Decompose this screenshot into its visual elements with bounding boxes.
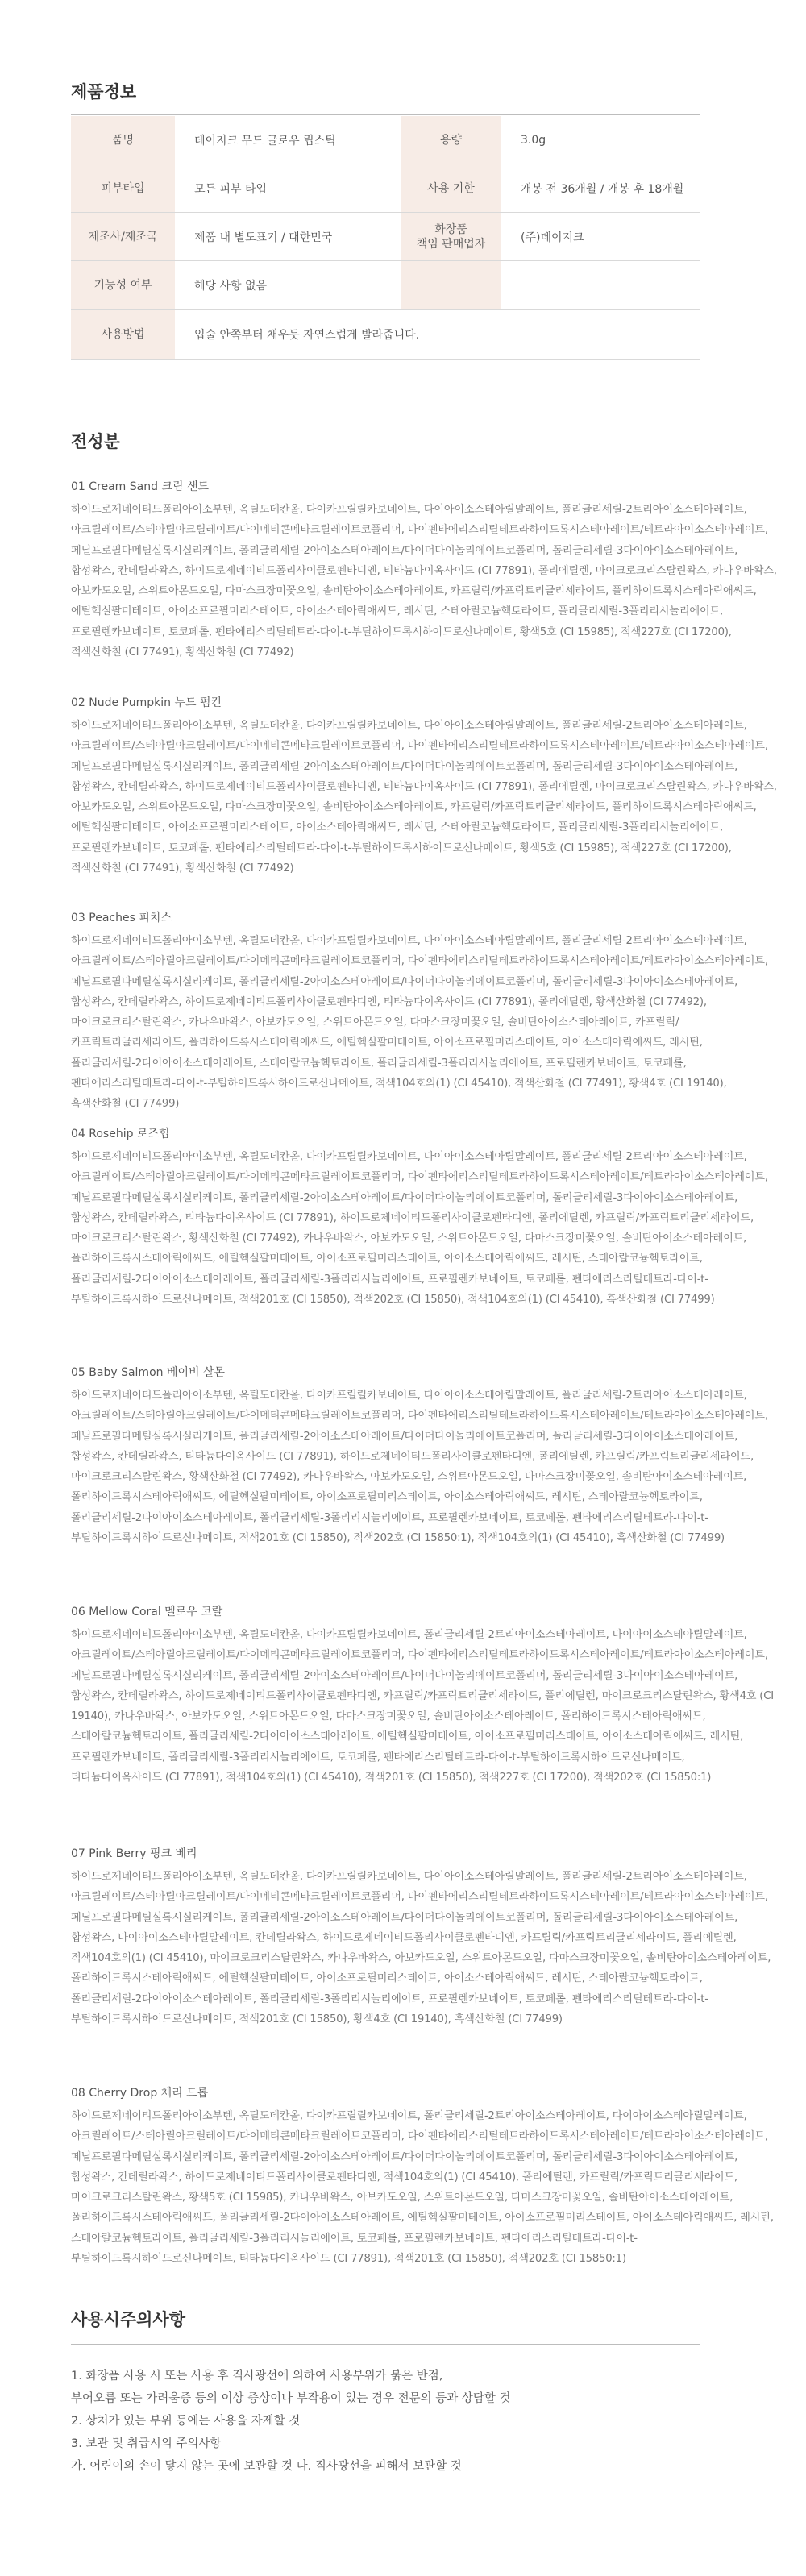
info-label: 사용 기한: [401, 164, 501, 213]
ingredient-name: 01 Cream Sand 크림 샌드: [71, 480, 209, 493]
ingredient-name: 07 Pink Berry 핑크 베리: [71, 1847, 197, 1860]
info-label: 용량: [401, 116, 501, 164]
info-value: 입술 안쪽부터 채우듯 자연스럽게 발라줍니다.: [175, 310, 700, 360]
ingredient-name: 02 Nude Pumpkin 누드 펌킨: [71, 696, 222, 709]
info-value: 데이지크 무드 글로우 립스틱: [175, 116, 401, 164]
ingredient-block: [71, 1846, 780, 2030]
ingredient-block: [71, 910, 780, 1115]
info-value: 모든 피부 타입: [175, 164, 401, 213]
caution-line: 2. 상처가 있는 부위 등에는 사용을 자제할 것: [71, 2415, 301, 2428]
ingredient-name: 04 Rosehip 로즈힙: [71, 1128, 170, 1141]
info-row: [71, 116, 700, 164]
info-value: [501, 261, 700, 310]
info-value: (주)데이지크: [501, 213, 700, 261]
info-label: 기능성 여부: [71, 261, 175, 310]
caution-line: 3. 보관 및 취급시의 주의사항: [71, 2437, 222, 2450]
ingredient-list: 하이드로제네이티드폴리아이소부텐, 옥틸도데칸올, 다이카프릴릴카보네이트, 폴리글리세릴-2트리아이소스테아레이트, 다이아이소스테아릴말레이트, 아크릴레이트/스테아릴아크릴레이트/다이메티콘메타크릴레이트코폴리머, 다이펜타에리스리틸테트라하이드록시스테아레이트/테트라아이소스테아레이트, 페닐프로필다메틸실록시실리케이트, 폴리글리세릴-2아이소스테아레이트/다이머다이놀리에이트코폴리머, 폴리글리세릴-3다이아이소스테아레이트, 합성왁스, 칸데릴라왁스, 하이드로제네이티드폴리사이클로펜타디엔, 카프릴릭/카프릭트리글리세라이드, 폴리에틸렌, 마이크로크리스탈린왁스, 황색4호 (CI 19140), 카나우바왁스, 아보카도오일, 스위트아몬드오일, 다마스크장미꽃오일, 솔비탄아이소스테아레이트, 폴리하이드록시스테아릭애씨드, 스테아랄코늄헥토라이트, 폴리글리세릴-2다이아이소스테아레이트, 에틸헥실팔미테이트, 아이소프로필미리스테이트, 아이소스테아릭애씨드, 레시틴, 프로필렌카보네이트, 폴리글리세릴-3폴리리시놀리에이트, 토코페롤, 펜타에리스리틸테트라-다이-t-부틸하이드록시하이드로신나메이트, 티타늄다이옥사이드 (CI 77891), 적색104호의(1) (CI 45410), 적색201호 (CI 15850), 적색227호 (CI 17200), 적색202호 (CI 15850:1): [71, 1629, 774, 1785]
info-row: [71, 164, 700, 213]
cautions-title: 사용시주의사항: [71, 2310, 186, 2329]
caution-line: 가. 어린이의 손이 닿지 않는 곳에 보관할 것 나. 직사광선을 피해서 보관할 것: [71, 2460, 462, 2473]
ingredient-name: 05 Baby Salmon 베이비 살몬: [71, 1366, 226, 1379]
ingredient-list: 하이드로제네이티드폴리아이소부텐, 옥틸도데칸올, 다이카프릴릴카보네이트, 다이아이소스테아릴말레이트, 폴리글리세릴-2트리아이소스테아레이트, 아크릴레이트/스테아릴아크릴레이트/다이메티콘메타크릴레이트코폴리머, 다이펜타에리스리틸테트라하이드록시스테아레이트/테트라아이소스테아레이트, 페닐프로필다메틸실록시실리케이트, 폴리글리세릴-2아이소스테아레이트/다이머다이놀리에이트코폴리머, 폴리글리세릴-3다이아이소스테아레이트, 합성왁스, 칸데릴라왁스, 티타늄다이옥사이드 (CI 77891), 하이드로제네이티드폴리사이클로펜타디엔, 폴리에틸렌, 카프릴릭/카프릭트리글리세라이드, 마이크로크리스탈린왁스, 황색산화철 (CI 77492), 카나우바왁스, 아보카도오일, 스위트아몬드오일, 다마스크장미꽃오일, 솔비탄아이소스테아레이트, 폴리하이드록시스테아릭애씨드, 에틸헥실팔미테이트, 아이소프로필미리스테이트, 아이소스테아릭애씨드, 레시틴, 스테아랄코늄헥토라이트, 폴리글리세릴-2다이아이소스테아레이트, 폴리글리세릴-3폴리리시놀리에이트, 프로필렌카보네이트, 토코페롤, 펜타에리스리틸테트라-다이-t-부틸하이드록시하이드로신나메이트, 적색201호 (CI 15850), 적색202호 (CI 15850:1), 적색104호의(1) (CI 45410), 흑색산화철 (CI 77499): [71, 1390, 768, 1545]
info-label: [401, 261, 501, 310]
info-value: 3.0g: [501, 116, 700, 164]
info-row: [71, 213, 700, 261]
ingredient-block: [71, 1126, 780, 1310]
product-info-rule: [71, 114, 700, 115]
product-info-title: 제품정보: [71, 82, 137, 102]
ingredient-block: [71, 1604, 780, 1788]
ingredient-list: 하이드로제네이티드폴리아이소부텐, 옥틸도데칸올, 다이카프릴릴카보네이트, 다이아이소스테아릴말레이트, 폴리글리세릴-2트리아이소스테아레이트, 아크릴레이트/스테아릴아크릴레이트/다이메티콘메타크릴레이트코폴리머, 다이펜타에리스리틸테트라하이드록시스테아레이트/테트라아이소스테아레이트, 페닐프로필다메틸실록시실리케이트, 폴리글리세릴-2아이소스테아레이트/다이머다이놀리에이트코폴리머, 폴리글리세릴-3다이아이소스테아레이트, 합성왁스, 칸데릴라왁스, 하이드로제네이티드폴리사이클로펜타디엔, 티타늄다이옥사이드 (CI 77891), 폴리에틸렌, 마이크로크리스탈린왁스, 카나우바왁스, 아보카도오일, 스위트아몬드오일, 다마스크장미꽃오일, 솔비탄아이소스테아레이트, 카프릴릭/카프릭트리글리세라이드, 폴리하이드록시스테아릭애씨드, 에틸헥실팔미테이트, 아이소프로필미리스테이트, 아이소스테아릭애씨드, 레시틴, 스테아랄코늄헥토라이트, 폴리글리세릴-3폴리리시놀리에이트, 프로필렌카보네이트, 토코페롤, 펜타에리스리틸테트라-다이-t-부틸하이드록시하이드로신나메이트, 황색5호 (CI 15985), 적색227호 (CI 17200), 적색산화철 (CI 77491), 황색산화철 (CI 77492): [71, 720, 777, 875]
info-label: 품명: [71, 116, 175, 164]
ingredient-block: [71, 1365, 780, 1548]
ingredients-title: 전성분: [71, 432, 120, 451]
info-row: [71, 261, 700, 310]
ingredient-list: 하이드로제네이티드폴리아이소부텐, 옥틸도데칸올, 다이카프릴릴카보네이트, 폴리글리세릴-2트리아이소스테아레이트, 다이아이소스테아릴말레이트, 아크릴레이트/스테아릴아크릴레이트/다이메티콘메타크릴레이트코폴리머, 다이펜타에리스리틸테트라하이드록시스테아레이트/테트라아이소스테아레이트, 페닐프로필다메틸실록시실리케이트, 폴리글리세릴-2아이소스테아레이트/다이머다이놀리에이트코폴리머, 폴리글리세릴-3다이아이소스테아레이트, 합성왁스, 칸데릴라왁스, 하이드로제네이티드폴리사이클로펜타디엔, 적색104호의(1) (CI 45410), 폴리에틸렌, 카프릴릭/카프릭트리글리세라이드, 마이크로크리스탈린왁스, 황색5호 (CI 15985), 카나우바왁스, 아보카도오일, 스위트아몬드오일, 다마스크장미꽃오일, 솔비탄아이소스테아레이트, 폴리하이드록시스테아릭애씨드, 폴리글리세릴-2다이아이소스테아레이트, 에틸헥실팔미테이트, 아이소프로필미리스테이트, 아이소스테아릭애씨드, 레시틴, 스테아랄코늄헥토라이트, 폴리글리세릴-3폴리리시놀리에이트, 토코페롤, 프로필렌카보네이트, 펜타에리스리틸테트라-다이-t-부틸하이드록시하이드로신나메이트, 티타늄다이옥사이드 (CI 77891), 적색201호 (CI 15850), 적색202호 (CI 15850:1): [71, 2110, 774, 2266]
cautions-list: [71, 2365, 780, 2478]
ingredient-block: [71, 479, 780, 663]
ingredient-block: [71, 695, 780, 879]
ingredient-list: 하이드로제네이티드폴리아이소부텐, 옥틸도데칸올, 다이카프릴릴카보네이트, 다이아이소스테아릴말레이트, 폴리글리세릴-2트리아이소스테아레이트, 아크릴레이트/스테아릴아크릴레이트/다이메티콘메타크릴레이트코폴리머, 다이펜타에리스리틸테트라하이드록시스테아레이트/테트라아이소스테아레이트, 페닐프로필다메틸실록시실리케이트, 폴리글리세릴-2아이소스테아레이트/다이머다이놀리에이트코폴리머, 폴리글리세릴-3다이아이소스테아레이트, 합성왁스, 다이아이소스테아릴말레이트, 칸데릴라왁스, 하이드로제네이티드폴리사이클로펜타디엔, 카프릴릭/카프릭트리글리세라이드, 폴리에틸렌, 적색104호의(1) (CI 45410), 마이크로크리스탈린왁스, 카나우바왁스, 아보카도오일, 스위트아몬드오일, 다마스크장미꽃오일, 솔비탄아이소스테아레이트, 폴리하이드록시스테아릭애씨드, 에틸헥실팔미테이트, 아이소프로필미리스테이트, 아이소스테아릭애씨드, 레시틴, 스테아랄코늄헥토라이트, 폴리글리세릴-2다이아이소스테아레이트, 폴리글리세릴-3폴리리시놀리에이트, 프로필렌카보네이트, 토코페롤, 펜타에리스리틸테트라-다이-t-부틸하이드록시하이드로신나메이트, 적색201호 (CI 15850), 황색4호 (CI 19140), 흑색산화철 (CI 77499): [71, 1871, 771, 2026]
info-row: [71, 310, 700, 360]
cautions-rule: [71, 2344, 700, 2345]
info-label: 화장품 책임 판매업자: [401, 213, 501, 261]
product-info-table: [71, 116, 700, 360]
info-label: 피부타입: [71, 164, 175, 213]
ingredient-block: [71, 2085, 780, 2269]
ingredient-list: 하이드로제네이티드폴리아이소부텐, 옥틸도데칸올, 다이카프릴릴카보네이트, 다이아이소스테아릴말레이트, 폴리글리세릴-2트리아이소스테아레이트, 아크릴레이트/스테아릴아크릴레이트/다이메티콘메타크릴레이트코폴리머, 다이펜타에리스리틸테트라하이드록시스테아레이트/테트라아이소스테아레이트, 페닐프로필다메틸실록시실리케이트, 폴리글리세릴-2아이소스테아레이트/다이머다이놀리에이트코폴리머, 폴리글리세릴-3다이아이소스테아레이트, 합성왁스, 칸데릴라왁스, 하이드로제네이티드폴리사이클로펜타디엔, 티타늄다이옥사이드 (CI 77891), 폴리에틸렌, 마이크로크리스탈린왁스, 카나우바왁스, 아보카도오일, 스위트아몬드오일, 다마스크장미꽃오일, 솔비탄아이소스테아레이트, 카프릴릭/카프릭트리글리세라이드, 폴리하이드록시스테아릭애씨드, 에틸헥실팔미테이트, 아이소프로필미리스테이트, 아이소스테아릭애씨드, 레시틴, 스테아랄코늄헥토라이트, 폴리글리세릴-3폴리리시놀리에이트, 프로필렌카보네이트, 토코페롤, 펜타에리스리틸테트라-다이-t-부틸하이드록시하이드로신나메이트, 황색5호 (CI 15985), 적색227호 (CI 17200), 적색산화철 (CI 77491), 황색산화철 (CI 77492): [71, 504, 777, 659]
caution-line: 1. 화장품 사용 시 또는 사용 후 직사광선에 의하여 사용부위가 붉은 반점,: [71, 2370, 443, 2383]
ingredient-name: 03 Peaches 피치스: [71, 912, 172, 924]
info-label: 사용방법: [71, 310, 175, 360]
ingredient-list: 하이드로제네이티드폴리아이소부텐, 옥틸도데칸올, 다이카프릴릴카보네이트, 다이아이소스테아릴말레이트, 폴리글리세릴-2트리아이소스테아레이트, 아크릴레이트/스테아릴아크릴레이트/다이메티콘메타크릴레이트코폴리머, 다이펜타에리스리틸테트라하이드록시스테아레이트/테트라아이소스테아레이트, 페닐프로필다메틸실록시실리케이트, 폴리글리세릴-2아이소스테아레이트/다이머다이놀리에이트코폴리머, 폴리글리세릴-3다이아이소스테아레이트, 합성왁스, 칸데릴라왁스, 티타늄다이옥사이드 (CI 77891), 하이드로제네이티드폴리사이클로펜타디엔, 폴리에틸렌, 카프릴릭/카프릭트리글리세라이드, 마이크로크리스탈린왁스, 황색산화철 (CI 77492), 카나우바왁스, 아보카도오일, 스위트아몬드오일, 다마스크장미꽃오일, 솔비탄아이소스테아레이트, 폴리하이드록시스테아릭애씨드, 에틸헥실팔미테이트, 아이소프로필미리스테이트, 아이소스테아릭애씨드, 레시틴, 스테아랄코늄헥토라이트, 폴리글리세릴-2다이아이소스테아레이트, 폴리글리세릴-3폴리리시놀리에이트, 프로필렌카보네이트, 토코페롤, 펜타에리스리틸테트라-다이-t-부틸하이드록시하이드로신나메이트, 적색201호 (CI 15850), 적색202호 (CI 15850), 적색104호의(1) (CI 45410), 흑색산화철 (CI 77499): [71, 1151, 768, 1307]
ingredient-list: 하이드로제네이티드폴리아이소부텐, 옥틸도데칸올, 다이카프릴릴카보네이트, 다이아이소스테아릴말레이트, 폴리글리세릴-2트리아이소스테아레이트, 아크릴레이트/스테아릴아크릴레이트/다이메티콘메타크릴레이트코폴리머, 다이펜타에리스리틸테트라하이드록시스테아레이트/테트라아이소스테아레이트, 페닐프로필다메틸실록시실리케이트, 폴리글리세릴-2아이소스테아레이트/다이머다이놀리에이트코폴리머, 폴리글리세릴-3다이아이소스테아레이트, 합성왁스, 칸데릴라왁스, 하이드로제네이티드폴리사이클로펜타디엔, 티타늄다이옥사이드 (CI 77891), 폴리에틸렌, 황색산화철 (CI 77492), 마이크로크리스탈린왁스, 카나우바왁스, 아보카도오일, 스위트아몬드오일, 다마스크장미꽃오일, 솔비탄아이소스테아레이트, 카프릴릭/카프릭트리글리세라이드, 폴리하이드록시스테아릭애씨드, 에틸헥실팔미테이트, 아이소프로필미리스테이트, 아이소스테아릭애씨드, 레시틴, 폴리글리세릴-2다이아이소스테아레이트, 스테아랄코늄헥토라이트, 폴리글리세릴-3폴리리시놀리에이트, 프로필렌카보네이트, 토코페롤, 펜타에리스리틸테트라-다이-t-부틸하이드록시하이드로신나메이트, 적색104호의(1) (CI 45410), 적색산화철 (CI 77491), 황색4호 (CI 19140), 흑색산화철 (CI 77499): [71, 935, 768, 1111]
ingredient-name: 08 Cherry Drop 체리 드롭: [71, 2087, 209, 2100]
info-value: 제품 내 별도표기 / 대한민국: [175, 213, 401, 261]
info-value: 개봉 전 36개월 / 개봉 후 18개월: [501, 164, 700, 213]
caution-line: 부어오름 또는 가려움증 등의 이상 증상이나 부작용이 있는 경우 전문의 등과 상담할 것: [71, 2392, 511, 2405]
info-label: 제조사/제조국: [71, 213, 175, 261]
ingredient-name: 06 Mellow Coral 멜로우 코랄: [71, 1606, 223, 1618]
info-value: 해당 사항 없음: [175, 261, 401, 310]
